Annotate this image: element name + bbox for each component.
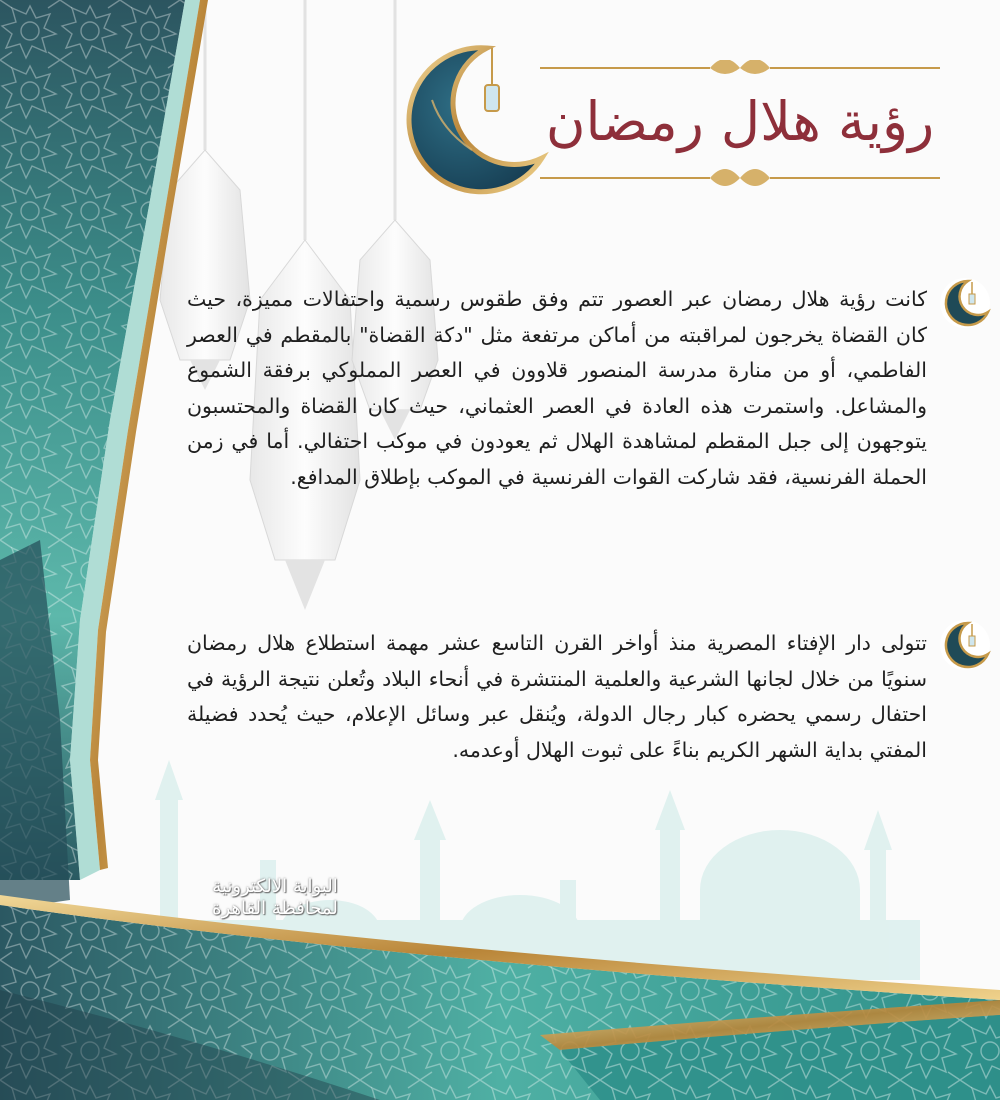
logo-line-1: البوابة الالكترونية xyxy=(212,876,338,897)
crescent-lantern-icon xyxy=(392,40,552,200)
cairo-portal-logo xyxy=(190,876,360,920)
paragraph-history: كانت رؤية هلال رمضان عبر العصور تتم وفق طقوس رسمية واحتفالات مميزة، حيث كان القضاة يخرجون لمراقبته من أماكن مرتفعة مثل "دكة القضاة" بالمقطم في العصر الفاطمي، أو من منارة مدرسة المنصور قلاوون في العصر المملوكي برفقة الشموع والمشاعل. واستمرت هذه العادة في العصر العثماني، حيث كان القضاة والمحتسبون يتوجهون إلى جبل المقطم لمشاهدة الهلال ثم يعودون في موكب احتفالي. أما في زمن الحملة الفرنسية، فقد شاركت القوات الفرنسية في الموكب بإطلاق المدافع. xyxy=(187,287,927,489)
title-banner xyxy=(540,60,940,200)
crescent-bullet-icon xyxy=(938,618,992,672)
page-title: رؤية هلال رمضان xyxy=(545,90,935,153)
paragraph-dar-al-ifta: تتولى دار الإفتاء المصرية منذ أواخر القرن التاسع عشر مهمة استطلاع هلال رمضان سنويًا من خلال لجانها الشرعية والعلمية المنتشرة في أنحاء البلاد وتُعلن نتيجة الرؤية في احتفال رسمي يحضره كبار رجال الدولة، ويُنقل عبر وسائل الإعلام، حيث يُحدد فضيلة المفتي بداية الشهر الكريم بناءً على ثبوت الهلال أوعدمه. xyxy=(187,631,927,762)
logo-line-2: لمحافظة القاهرة xyxy=(212,898,338,919)
crescent-bullet-icon xyxy=(938,276,992,330)
